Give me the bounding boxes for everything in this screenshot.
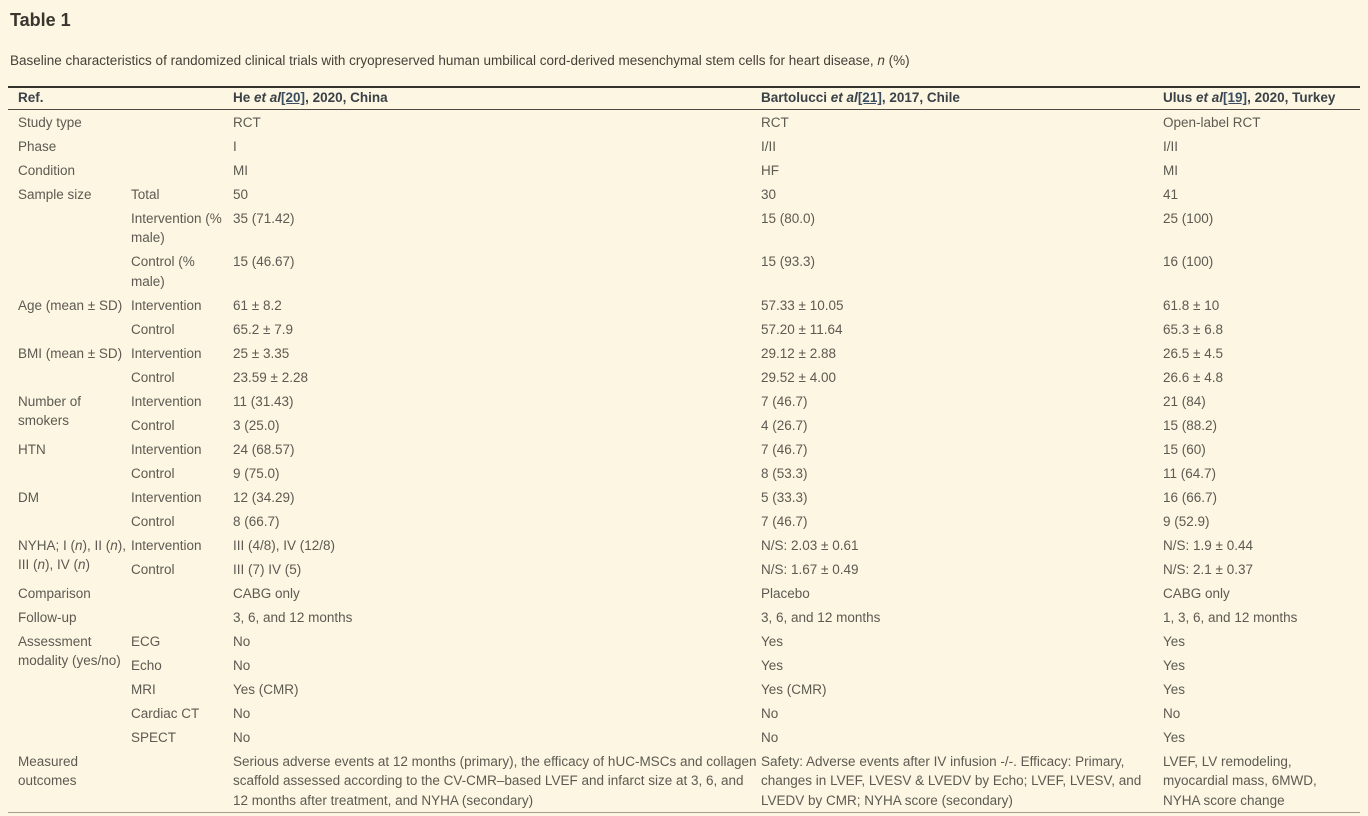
cell-value: 11 (64.7) bbox=[1163, 465, 1217, 481]
cell-value: Yes bbox=[1163, 633, 1186, 649]
study-suffix: , 2017, Chile bbox=[881, 90, 960, 105]
cell-value: Serious adverse events at 12 months (primary), the efficacy of hUC-MSCs and collagen scaffold assessed according to the CV-CMR–based LVEF and infarct size at 3, 6, and 12 months after treatment, and NYHA (secondary) bbox=[233, 753, 757, 808]
cell-value: III (7) IV (5) bbox=[233, 561, 302, 577]
row-subcategory: Control bbox=[131, 513, 175, 529]
cell-value: 12 (34.29) bbox=[233, 489, 295, 505]
reference-link-19[interactable]: [19] bbox=[1223, 90, 1248, 105]
cell-value: 29.52 ± 4.00 bbox=[761, 369, 836, 385]
study-name: Bartolucci bbox=[761, 90, 831, 105]
header-ref-label: Ref. bbox=[18, 90, 44, 105]
cell-value: Yes bbox=[1163, 729, 1186, 745]
table-row bbox=[8, 581, 1360, 605]
row-category: Measured outcomes bbox=[18, 753, 79, 788]
cell-value: N/S: 1.9 ± 0.44 bbox=[1163, 537, 1253, 553]
cell-value: MI bbox=[1163, 162, 1179, 178]
cell-value: 8 (66.7) bbox=[233, 513, 280, 529]
cell-value: 24 (68.57) bbox=[233, 441, 295, 457]
cell-value: No bbox=[233, 705, 251, 721]
cell-value: 29.12 ± 2.88 bbox=[761, 345, 836, 361]
cell-value: MI bbox=[233, 162, 249, 178]
table-row bbox=[8, 461, 1360, 485]
row-subcategory: Intervention bbox=[131, 489, 202, 505]
cell-value: CABG only bbox=[1163, 585, 1230, 601]
row-subcategory: Intervention bbox=[131, 441, 202, 457]
row-subcategory: Total bbox=[131, 186, 160, 202]
study-suffix: , 2020, China bbox=[305, 90, 388, 105]
table-row bbox=[8, 653, 1360, 677]
reference-link-21[interactable]: [21] bbox=[857, 90, 882, 105]
cell-value: 57.33 ± 10.05 bbox=[761, 297, 844, 313]
table-row bbox=[8, 134, 1360, 158]
cell-value: LVEF, LV remodeling, myocardial mass, 6MWD, NYHA score change bbox=[1163, 753, 1317, 808]
row-subcategory: Intervention bbox=[131, 345, 202, 361]
row-subcategory: Intervention bbox=[131, 297, 202, 313]
cell-value: Yes bbox=[1163, 657, 1186, 673]
row-subcategory: Control bbox=[131, 465, 175, 481]
header-study-ulus bbox=[1163, 87, 1360, 110]
header-ref bbox=[8, 87, 233, 110]
cell-value: Yes bbox=[1163, 681, 1186, 697]
row-subcategory: Control (% male) bbox=[131, 254, 195, 289]
table-row bbox=[8, 629, 1360, 653]
cell-value: 65.2 ± 7.9 bbox=[233, 321, 293, 337]
row-category: BMI (mean ± SD) bbox=[18, 345, 123, 361]
row-subcategory: Control bbox=[131, 369, 175, 385]
cell-value: 7 (46.7) bbox=[761, 393, 808, 409]
table-row bbox=[8, 206, 1360, 250]
row-subcategory: Cardiac CT bbox=[131, 705, 200, 721]
cell-value: 15 (46.67) bbox=[233, 254, 295, 269]
row-category: Age (mean ± SD) bbox=[18, 297, 123, 313]
study-suffix: , 2020, Turkey bbox=[1247, 90, 1336, 105]
cell-value: 25 (100) bbox=[1163, 210, 1214, 226]
table-header-row bbox=[8, 87, 1360, 110]
cell-value: 26.5 ± 4.5 bbox=[1163, 345, 1223, 361]
table-row bbox=[8, 557, 1360, 581]
row-subcategory bbox=[131, 605, 233, 629]
cell-value: No bbox=[761, 729, 779, 745]
cell-value: RCT bbox=[761, 114, 789, 130]
cell-value: 3, 6, and 12 months bbox=[761, 609, 881, 625]
cell-value: N/S: 2.1 ± 0.37 bbox=[1163, 561, 1253, 577]
cell-value: 25 ± 3.35 bbox=[233, 345, 290, 361]
table-row bbox=[8, 317, 1360, 341]
table-row bbox=[8, 341, 1360, 365]
row-category: Study type bbox=[18, 114, 82, 130]
row-subcategory: ECG bbox=[131, 633, 161, 649]
cell-value: 61.8 ± 10 bbox=[1163, 297, 1220, 313]
cell-value: No bbox=[233, 729, 251, 745]
cell-value: 30 bbox=[761, 186, 777, 202]
row-subcategory: Intervention bbox=[131, 393, 202, 409]
cell-value: 8 (53.3) bbox=[761, 465, 808, 481]
cell-value: No bbox=[761, 705, 779, 721]
cell-value: CABG only bbox=[233, 585, 300, 601]
table-row bbox=[8, 485, 1360, 509]
etal-text: et al bbox=[830, 90, 858, 105]
row-subcategory: SPECT bbox=[131, 729, 177, 745]
row-subcategory: Intervention (% male) bbox=[131, 210, 222, 245]
cell-value: Yes (CMR) bbox=[761, 681, 827, 697]
row-category: Number of smokers bbox=[18, 393, 82, 428]
table-row bbox=[8, 677, 1360, 701]
cell-value: Open-label RCT bbox=[1163, 114, 1261, 130]
cell-value: N/S: 1.67 ± 0.49 bbox=[761, 561, 859, 577]
row-subcategory: Control bbox=[131, 417, 175, 433]
etal-text: et al bbox=[1196, 90, 1224, 105]
cell-value: 16 (66.7) bbox=[1163, 489, 1218, 505]
cell-value: 15 (60) bbox=[1163, 441, 1206, 457]
cell-value: Safety: Adverse events after IV infusion -/-. Efficacy: Primary, changes in LVEF, LVESV & LVEDV by Echo; LVEF, LVESV, and LVEDV by CMR; NYHA score (secondary) bbox=[761, 753, 1142, 808]
row-category: Phase bbox=[18, 138, 57, 154]
table-body bbox=[8, 110, 1360, 813]
row-category: Follow-up bbox=[18, 609, 77, 625]
cell-value: Placebo bbox=[761, 585, 810, 601]
row-subcategory bbox=[131, 110, 233, 135]
cell-value: I/II bbox=[761, 138, 777, 154]
cell-value: 4 (26.7) bbox=[761, 417, 808, 433]
table-row bbox=[8, 293, 1360, 317]
row-category: NYHA; I (n), II (n), III (n), IV (n) bbox=[18, 537, 127, 572]
header-study-he bbox=[233, 87, 761, 110]
row-subcategory: MRI bbox=[131, 681, 156, 697]
table-caption: Baseline characteristics of randomized clinical trials with cryopreserved human umbilical cord-derived mesenchymal stem cells for heart disease, n (%) bbox=[10, 53, 910, 68]
table-row bbox=[8, 701, 1360, 725]
row-subcategory bbox=[131, 581, 233, 605]
reference-link-20[interactable]: [20] bbox=[281, 90, 306, 105]
cell-value: 16 (100) bbox=[1163, 254, 1214, 269]
cell-value: 21 (84) bbox=[1163, 393, 1206, 409]
cell-value: 26.6 ± 4.8 bbox=[1163, 369, 1223, 385]
row-subcategory: Echo bbox=[131, 657, 162, 673]
cell-value: 5 (33.3) bbox=[761, 489, 808, 505]
study-name: He bbox=[233, 90, 255, 105]
cell-value: 23.59 ± 2.28 bbox=[233, 369, 308, 385]
cell-value: 7 (46.7) bbox=[761, 513, 808, 529]
cell-value: HF bbox=[761, 162, 780, 178]
cell-value: 1, 3, 6, and 12 months bbox=[1163, 609, 1298, 625]
row-subcategory bbox=[131, 134, 233, 158]
cell-value: I/II bbox=[1163, 138, 1179, 154]
table-row bbox=[8, 158, 1360, 182]
cell-value: I bbox=[233, 138, 237, 154]
table-row bbox=[8, 725, 1360, 749]
cell-value: Yes bbox=[761, 633, 784, 649]
table-row bbox=[8, 605, 1360, 629]
table-row bbox=[8, 413, 1360, 437]
cell-value: 11 (31.43) bbox=[233, 393, 294, 409]
table-row bbox=[8, 110, 1360, 135]
row-category: HTN bbox=[18, 441, 46, 457]
cell-value: 15 (88.2) bbox=[1163, 417, 1218, 433]
table-row bbox=[8, 437, 1360, 461]
cell-value: No bbox=[233, 657, 251, 673]
cell-value: 61 ± 8.2 bbox=[233, 297, 282, 313]
cell-value: RCT bbox=[233, 114, 261, 130]
row-category: Condition bbox=[18, 162, 76, 178]
row-subcategory: Control bbox=[131, 561, 175, 577]
etal-text: et al bbox=[254, 90, 282, 105]
row-subcategory bbox=[131, 749, 233, 813]
table-row bbox=[8, 250, 1360, 294]
table-row bbox=[8, 182, 1360, 206]
cell-value: 35 (71.42) bbox=[233, 210, 295, 226]
cell-value: 7 (46.7) bbox=[761, 441, 808, 457]
cell-value: 15 (80.0) bbox=[761, 210, 816, 226]
cell-value: No bbox=[233, 633, 251, 649]
table-row bbox=[8, 533, 1360, 557]
baseline-characteristics-table bbox=[8, 86, 1360, 813]
cell-value: No bbox=[1163, 705, 1181, 721]
table-row bbox=[8, 749, 1360, 813]
cell-value: Yes bbox=[761, 657, 784, 673]
table-row bbox=[8, 365, 1360, 389]
cell-value: Yes (CMR) bbox=[233, 681, 299, 697]
cell-value: N/S: 2.03 ± 0.61 bbox=[761, 537, 859, 553]
cell-value: 41 bbox=[1163, 186, 1179, 202]
cell-value: 3, 6, and 12 months bbox=[233, 609, 353, 625]
cell-value: 15 (93.3) bbox=[761, 254, 816, 269]
row-subcategory bbox=[131, 158, 233, 182]
table-row bbox=[8, 389, 1360, 413]
cell-value: 57.20 ± 11.64 bbox=[761, 321, 843, 337]
row-category: Assessment modality (yes/no) bbox=[18, 633, 121, 668]
table-row bbox=[8, 509, 1360, 533]
row-subcategory: Control bbox=[131, 321, 175, 337]
study-name: Ulus bbox=[1163, 90, 1197, 105]
cell-value: III (4/8), IV (12/8) bbox=[233, 537, 336, 553]
row-category: Sample size bbox=[18, 186, 92, 202]
row-category: DM bbox=[18, 489, 39, 505]
cell-value: 50 bbox=[233, 186, 249, 202]
row-subcategory: Intervention bbox=[131, 537, 202, 553]
cell-value: 9 (52.9) bbox=[1163, 513, 1210, 529]
cell-value: 65.3 ± 6.8 bbox=[1163, 321, 1223, 337]
cell-value: 9 (75.0) bbox=[233, 465, 280, 481]
cell-value: 3 (25.0) bbox=[233, 417, 280, 433]
table-title: Table 1 bbox=[10, 10, 71, 30]
row-category: Comparison bbox=[18, 585, 91, 601]
header-study-bartolucci bbox=[761, 87, 1163, 110]
